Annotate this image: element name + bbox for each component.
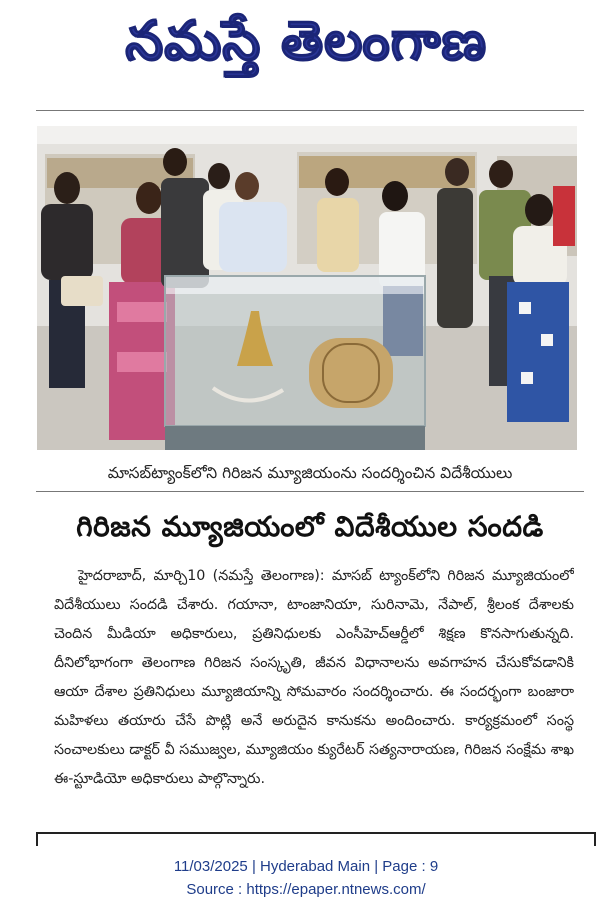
divider-top [36, 110, 584, 111]
newspaper-title: నమస్తే తెలంగాణ [125, 9, 487, 72]
museum-visitors-photo [37, 126, 577, 450]
source-link[interactable]: Source : https://epaper.ntnews.com/ [186, 881, 426, 898]
edition-info: 11/03/2025 | Hyderabad Main | Page : 9 [173, 858, 439, 875]
article-headline: గిరిజన మ్యూజియంలో విదేశీయుల సందడి [76, 510, 544, 543]
article-paragraph: హైదరాబాద్, మార్చి10 (నమస్తే తెలంగాణ): మాసబ్ ట్యాంక్‌లోని గిరిజన మ్యూజియంలో విదేశీయులు సందడి చేశారు. గయానా, టాంజానియా, సురినామె, నేపాల్, శ్రీలంక దేశాలకు చెందిన మీడియా అధికారులు, ప్రతినిధులకు ఎంసీహెచ్‌ఆర్డీలో శిక్షణ కొనసాగుతున్నది. దీనిలోభాగంగా తెలంగాణ గిరిజన సంస్కృతి, జీవన విధానాలను అవగాహన చేసుకోవడానికి ఆయా దేశాల ప్రతినిధులు మ్యూజియాన్ని సోమవారం సందర్శించారు. ఈ సందర్భంగా బంజారా మహిళలు తయారు చేసే పొట్లి అనే అరుదైన కానుకను అందించారు. కార్యక్రమంలో సంస్థ సంచాలకులు డాక్టర్ వీ సముజ్వల, మ్యూజియం క్యురేటర్ సత్యనారాయణ, గిరిజన సంక్షేమ శాఖ ఈ-స్టూడియో అధికారులు పాల్గొన్నారు. [54, 568, 574, 787]
article-frame-bottom [36, 832, 596, 846]
photo-caption: మాసబ్‌ట్యాంక్‌లోని గిరిజన మ్యూజియంను సందర్శించిన విదేశీయులు [36, 455, 584, 492]
article-body [54, 562, 574, 824]
masthead [0, 4, 612, 78]
news-photo [37, 126, 577, 450]
